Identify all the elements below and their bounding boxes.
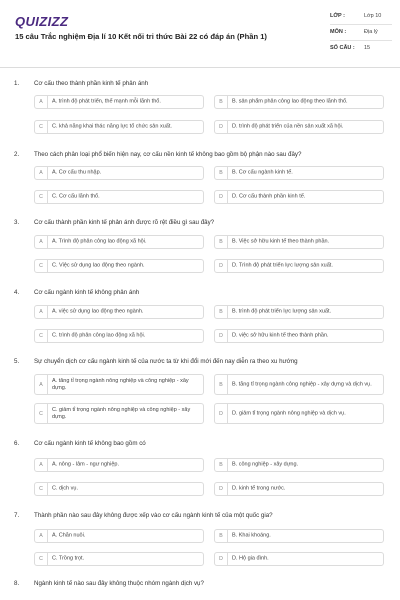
option-letter: A	[35, 96, 48, 108]
option-c[interactable]	[34, 403, 204, 424]
option-b[interactable]	[214, 305, 384, 319]
option-b[interactable]	[214, 529, 384, 543]
question-number: 8.	[14, 580, 20, 587]
question-text: Cơ cấu ngành kinh tế không bao gồm có	[34, 440, 146, 447]
option-c[interactable]	[34, 120, 204, 134]
option-letter: B	[215, 375, 228, 394]
meta-count-value: 15	[364, 45, 371, 51]
quizizz-logo[interactable]: QUIZIZZ	[15, 14, 69, 29]
option-c[interactable]	[34, 329, 204, 343]
option-b[interactable]	[214, 166, 384, 180]
option-c[interactable]	[34, 552, 204, 566]
option-a[interactable]	[34, 529, 204, 543]
option-text: C. khả năng khai thác năng lực tổ chức sản xuất.	[52, 123, 172, 130]
option-text: D. Trình độ phát triển lực lượng sản xuất.	[232, 262, 333, 269]
option-text: C. giảm tỉ trọng ngành nông nghiệp và công nghiệp - xây dựng.	[52, 406, 191, 420]
option-letter: A	[35, 167, 48, 179]
option-letter: C	[35, 191, 48, 203]
option-text: D. Cơ cấu thành phần kinh tế.	[232, 193, 306, 200]
question-text: Cơ cấu theo thành phần kinh tế phản ánh	[34, 80, 149, 87]
question-number: 5.	[14, 358, 20, 365]
option-text: C. Cơ cấu lãnh thổ.	[52, 193, 100, 200]
option-text: A. việc sử dụng lao động theo ngành.	[52, 308, 144, 315]
option-letter: C	[35, 553, 48, 565]
option-text: C. Trồng trọt.	[52, 555, 85, 562]
option-a[interactable]	[34, 374, 204, 395]
option-letter: A	[35, 459, 48, 471]
option-letter: D	[215, 260, 228, 272]
option-d[interactable]	[214, 259, 384, 273]
option-letter: B	[215, 530, 228, 542]
question-number: 4.	[14, 289, 20, 296]
meta-subject-value: Địa lý	[364, 29, 378, 35]
option-d[interactable]	[214, 120, 384, 134]
option-a[interactable]	[34, 305, 204, 319]
option-text: D. giảm tỉ trọng ngành nông nghiệp và dịch vụ.	[232, 410, 346, 416]
option-b[interactable]	[214, 95, 384, 109]
question-number: 6.	[14, 440, 20, 447]
meta-count-row	[330, 42, 392, 57]
option-letter: D	[215, 330, 228, 342]
option-b[interactable]	[214, 374, 384, 395]
option-letter: D	[215, 553, 228, 565]
option-letter: B	[215, 459, 228, 471]
question-number: 1.	[14, 80, 20, 87]
option-a[interactable]	[34, 166, 204, 180]
option-d[interactable]	[214, 329, 384, 343]
option-text: D. trình độ phát triển của nền sản xuất xã hội.	[232, 123, 344, 130]
option-text: A. Chăn nuôi.	[52, 532, 86, 539]
option-text: D. Hộ gia đình.	[232, 555, 269, 562]
option-letter: C	[35, 404, 48, 423]
option-text: C. Việc sử dụng lao động theo ngành.	[52, 262, 145, 269]
option-a[interactable]	[34, 95, 204, 109]
option-text: A. trình độ phát triển, thế mạnh mỗi lãnh thổ.	[52, 98, 161, 105]
meta-class-value: Lớp 10	[364, 13, 382, 19]
option-text: C. dịch vụ.	[52, 485, 78, 492]
option-letter: D	[215, 404, 228, 423]
option-text: D. kinh tế trong nước.	[232, 485, 286, 492]
option-letter: B	[215, 96, 228, 108]
option-letter: C	[35, 330, 48, 342]
option-letter: D	[215, 191, 228, 203]
option-text: C. trình độ phân công lao động xã hội.	[52, 332, 146, 339]
option-c[interactable]	[34, 259, 204, 273]
option-letter: D	[215, 121, 228, 133]
option-d[interactable]	[214, 190, 384, 204]
question-number: 7.	[14, 512, 20, 519]
document-header	[0, 0, 400, 66]
meta-count-label: SỐ CÂU :	[330, 45, 355, 51]
question-text: Thành phần nào sau đây không được xếp vào cơ cấu ngành kinh tế của một quốc gia?	[34, 512, 273, 519]
option-text: B. sản phẩm phân công lao động theo lãnh thổ.	[232, 98, 348, 105]
option-a[interactable]	[34, 458, 204, 472]
option-b[interactable]	[214, 458, 384, 472]
meta-subject-row	[330, 26, 392, 41]
question-text: Sự chuyển dịch cơ cấu ngành kinh tế của nước ta từ khi đổi mới đến nay diễn ra theo xu hướng	[34, 358, 298, 365]
option-letter: B	[215, 236, 228, 248]
option-text: B. công nghiệp - xây dựng.	[232, 461, 299, 468]
meta-class-row	[330, 10, 392, 25]
meta-class-label: LỚP :	[330, 13, 345, 19]
option-letter: A	[35, 530, 48, 542]
option-letter: A	[35, 306, 48, 318]
option-text: B. Cơ cấu ngành kinh tế.	[232, 169, 293, 176]
option-text: A. Trình độ phân công lao động xã hội.	[52, 238, 147, 245]
option-letter: C	[35, 483, 48, 495]
meta-subject-label: MÔN :	[330, 29, 347, 35]
option-letter: A	[35, 375, 48, 394]
option-d[interactable]	[214, 552, 384, 566]
option-letter: B	[215, 306, 228, 318]
question-text: Theo cách phân loại phổ biến hiện nay, cơ cấu nền kinh tế không bao gồm bộ phận nào sau đây?	[34, 151, 302, 158]
option-c[interactable]	[34, 190, 204, 204]
option-text: A. tăng tỉ trọng ngành nông nghiệp và công nghiệp - xây dựng.	[52, 377, 189, 391]
question-text: Cơ cấu thành phần kinh tế phản ánh được rõ rệt điều gì sau đây?	[34, 219, 215, 226]
option-text: B. tăng tỉ trọng ngành công nghiệp - xây dựng và dịch vụ.	[232, 381, 372, 387]
option-d[interactable]	[214, 403, 384, 424]
question-number: 3.	[14, 219, 20, 226]
header-divider	[0, 67, 400, 68]
option-b[interactable]	[214, 235, 384, 249]
option-text: B. Việc sở hữu kinh tế theo thành phần.	[232, 238, 330, 245]
option-letter: D	[215, 483, 228, 495]
option-c[interactable]	[34, 482, 204, 496]
option-letter: C	[35, 260, 48, 272]
question-text: Ngành kinh tế nào sau đây không thuộc nhóm ngành dịch vụ?	[34, 580, 204, 587]
document-title: 15 câu Trắc nghiệm Địa lí 10 Kết nối tri thức Bài 22 có đáp án (Phần 1)	[15, 32, 267, 41]
option-text: D. việc sở hữu kinh tế theo thành phần.	[232, 332, 329, 339]
question-number: 2.	[14, 151, 20, 158]
option-a[interactable]	[34, 235, 204, 249]
option-letter: A	[35, 236, 48, 248]
option-letter: B	[215, 167, 228, 179]
option-text: A. nông - lâm - ngư nghiệp.	[52, 461, 119, 468]
option-text: A. Cơ cấu thu nhập.	[52, 169, 102, 176]
question-text: Cơ cấu ngành kinh tế không phản ánh	[34, 289, 140, 296]
option-text: B. Khai khoáng.	[232, 532, 271, 539]
option-text: B. trình độ phát triển lực lượng sản xuất.	[232, 308, 332, 315]
option-d[interactable]	[214, 482, 384, 496]
option-letter: C	[35, 121, 48, 133]
